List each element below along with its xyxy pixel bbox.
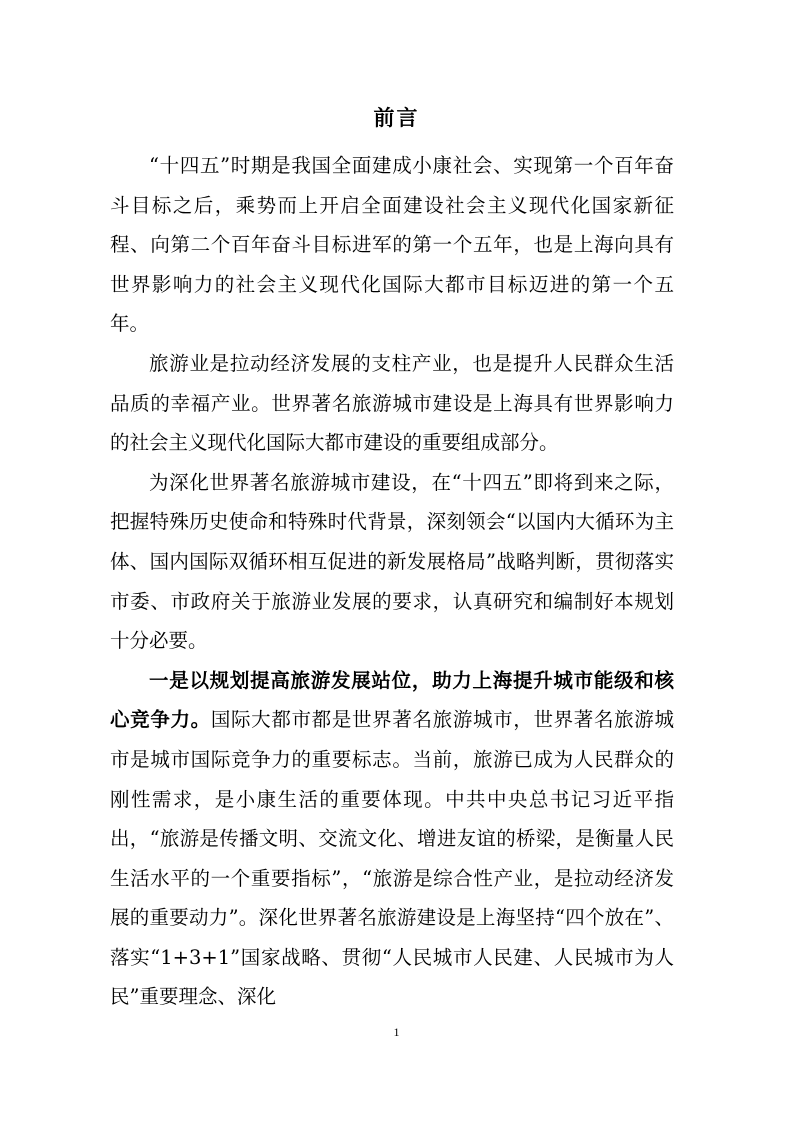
paragraph-tourism-industry: 旅游业是拉动经济发展的支柱产业，也是提升人民群众生活品质的幸福产业。世界著名旅游城市建设是上海具有世界影响力的社会主义现代化国际大都市建设的重要组成部分。 [110,351,674,455]
section-one-text: 国际大都市都是世界著名旅游城市，世界著名旅游城市是城市国际竞争力的重要标志。当前，旅游已成为人民群众的刚性需求，是小康生活的重要体现。中共中央总书记习近平指出，“旅游是传播文明、交流文化、增进友谊的桥梁，是衡量人民生活水平的一个重要指标”，“旅游是综合性产业，是拉动经济发展的重要动力”。深化世界著名旅游建设是上海坚持“四个放在”、落实“1+3+1”国家战略、贯彻“人民城市人民建、人民城市为人民”重要理念、深化 [110,708,674,1009]
paragraph-planning-necessity: 为深化世界著名旅游城市建设，在“十四五”即将到来之际，把握特殊历史使命和特殊时代背景，深刻领会“以国内大循环为主体、国内国际双循环相互促进的新发展格局”战略判断，贯彻落实市委、市政府关于旅游业发展的要求，认真研究和编制好本规划十分必要。 [110,470,674,653]
page-title: 前言 [373,105,420,130]
paragraph-section-one [110,661,674,1017]
section-one-heading: 一是以规划提高旅游发展站位，助力上海提升城市能级和核心竞争力。 [110,668,674,732]
paragraph-intro: “十四五”时期是我国全面建成小康社会、实现第一个百年奋斗目标之后，乘势而上开启全面建设社会主义现代化国家新征程、向第二个百年奋斗目标进军的第一个五年，也是上海向具有世界影响力的社会主义现代化国际大都市目标迈进的第一个五年。 [110,154,674,336]
document-body [110,146,674,1017]
page-number: 1 [393,1025,400,1039]
